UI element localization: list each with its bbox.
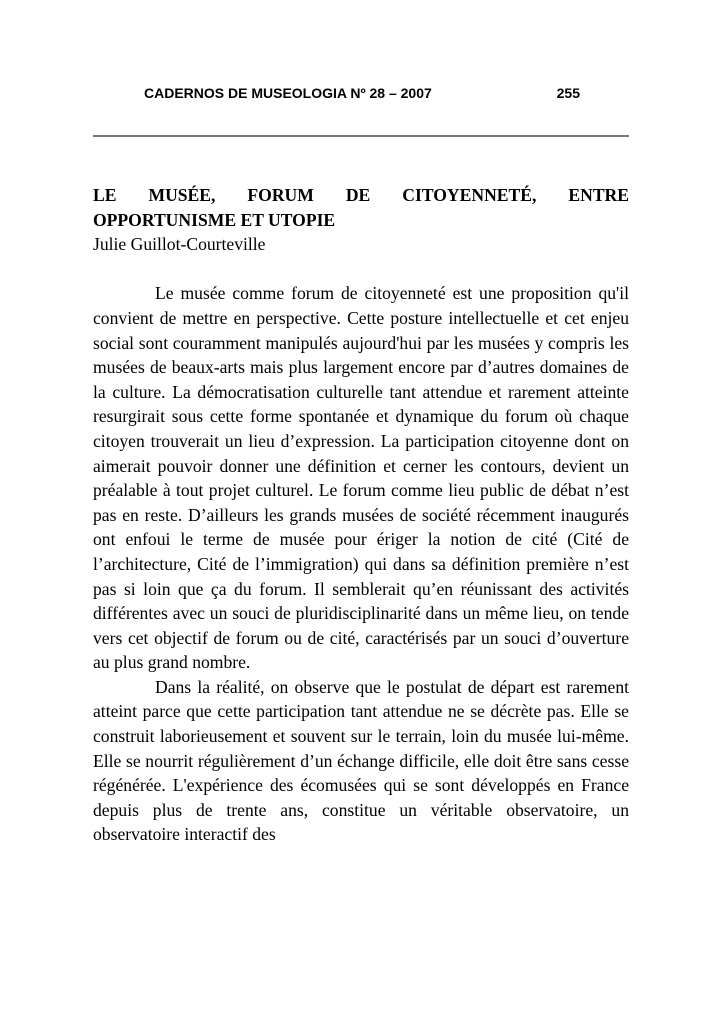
page-number: 255 [556,85,580,101]
header-divider [93,135,629,137]
journal-title: CADERNOS DE MUSEOLOGIA Nº 28 – 2007 [144,85,432,101]
article-title-line-2: OPPORTUNISME ET UTOPIE [93,209,336,230]
paragraph-2: Dans la réalité, on observe que le postulat de départ est rarement atteint parce que cette participation tant attendue ne se décrète pas. Elle se construit laborieusement et souvent sur le terrain, loin du musée lui-même. Elle se nourrit régulièrement d’un échange difficile, elle doit être sans cesse régénérée. L'expérience des écomusées qui se sont développés en France depuis plus de trente ans, constitue un véritable observatoire, un observatoire interactif des [93,676,629,845]
article-author: Julie Guillot-Courteville [93,234,266,255]
article-title [93,183,629,232]
article-body [93,183,629,847]
article-title-line-1: LE MUSÉE, FORUM DE CITOYENNETÉ, ENTRE [93,185,629,205]
paragraph-1: Le musée comme forum de citoyenneté est une proposition qu'il convient de mettre en perspective. Cette posture intellectuelle et cet enjeu social sont couramment manipulés aujourd'hui par les musées y compris les musées de beaux-arts mais plus largement encore par d’autres domaines de la culture. La démocratisation culturelle tant attendue et rarement atteinte resurgirait sous cette forme spontanée et dynamique du forum où chaque citoyen trouverait un lieu d’expression. La participation citoyenne dont on aimerait pouvoir donner une définition et cerner les contours, devient un préalable à tout projet culturel. Le forum comme lieu public de débat n’est pas en reste. D’ailleurs les grands musées de société récemment inaugurés ont enfoui le terme de musée pour ériger la notion de cité (Cité de l’architecture, Cité de l’immigration) qui dans sa définition première n’est pas si loin que ça du forum. Il semblerait qu’en réunissant des activités différentes avec un souci de pluridisciplinarité dans un même lieu, on tende vers cet objectif de forum ou de cité, caractérisés par un souci d’ouverture au plus grand nombre. [93,283,629,673]
